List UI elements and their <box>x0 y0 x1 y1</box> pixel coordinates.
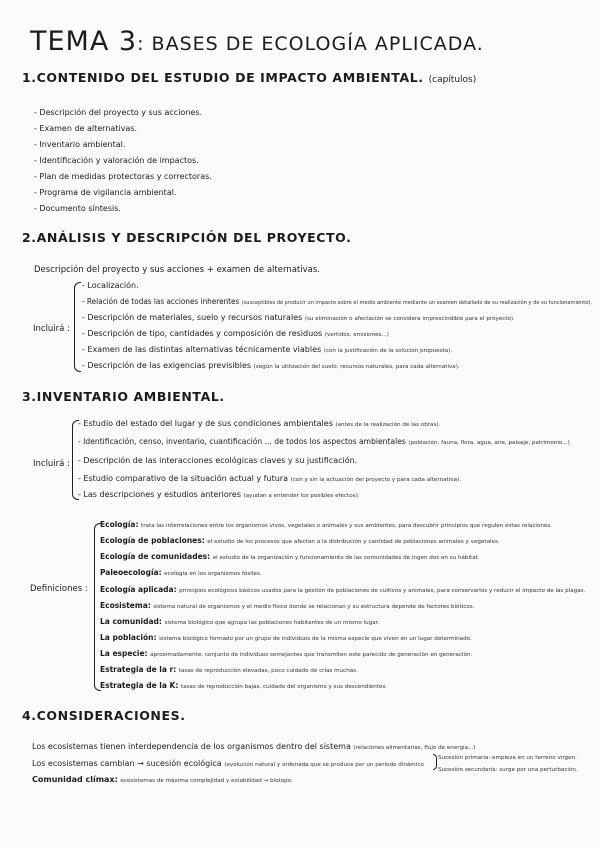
definition-text: sistema biológico que agrupa las poblaciones habitantes de un mismo lugar. <box>164 620 380 626</box>
definition-term: Ecología: <box>100 520 139 529</box>
item-main: - Identificación, censo, inventario, cuantificación ... de todos los aspectos ambientales <box>78 437 406 446</box>
list-item <box>82 297 592 306</box>
definition <box>100 552 480 561</box>
brace <box>74 282 81 372</box>
list-item: - Plan de medidas protectoras y correctoras. <box>34 172 212 181</box>
item-note: (con y sin la actuación del proyecto y para cada alternativa). <box>290 477 461 483</box>
item-main: - Estudio comparativo de la situación actual y futura <box>78 474 288 483</box>
definition <box>100 633 472 642</box>
page-title <box>30 26 484 57</box>
definition <box>100 585 585 594</box>
definition-text: el estudio de los procesos que afectan a la distribución y cantidad de poblaciones animales y vegetales. <box>207 539 500 545</box>
definitions-label: Definiciones : <box>30 584 88 594</box>
section-1-heading <box>22 70 476 85</box>
definition-term: Ecología de poblaciones: <box>100 536 205 545</box>
title-rest: : BASES DE ECOLOGÍA APLICADA. <box>137 33 484 55</box>
list-item <box>82 345 452 354</box>
definition-term: Ecología aplicada: <box>100 585 177 594</box>
list-item: - Inventario ambiental. <box>34 140 126 149</box>
definition-text: tasas de reproducción elevadas, poco cuidado de crías muchas. <box>178 668 358 674</box>
definition-term: Estrategia de la r: <box>100 665 177 674</box>
title-tema: TEMA 3 <box>30 26 138 57</box>
consideration-note: (relaciones alimentarias, flujo de energía...) <box>353 745 476 751</box>
definition <box>100 681 387 690</box>
definition <box>100 520 552 529</box>
definition-term: La población: <box>100 633 157 642</box>
definition-text: trata las interrelaciones entre los organismos vivos, vegetales o animales y sus ambientes, para descubrir principios que regulen estas relaciones. <box>141 523 553 529</box>
definition-term: La especie: <box>100 649 148 658</box>
item-main: - Las descripciones y estudios anteriores <box>78 490 241 499</box>
definition <box>100 601 474 610</box>
item-note: (antes de la realización de las obras). <box>335 422 441 428</box>
definition-text: sistema biológico formado por un grupo de individuos de la misma especie que viven en un lugar determinado. <box>159 636 472 642</box>
consideration-main: Los ecosistemas cambian → sucesión ecológica <box>32 759 222 768</box>
list-item: - Examen de alternativas. <box>34 124 138 133</box>
definition-text: principios ecológicos básicos usados para la gestión de poblaciones de cultivos y animales, para conservarlos y reducir el impacto de las plagas. <box>179 588 586 594</box>
consideration-line <box>32 759 424 768</box>
section-2-intro: Descripción del proyecto y sus acciones + examen de alternativas. <box>34 265 320 275</box>
definition-term: Paleoecología: <box>100 568 162 577</box>
list-item: - Identificación y valoración de impactos. <box>34 156 199 165</box>
item-note: (con la justificación de la solución propuesta). <box>323 348 453 354</box>
item-main: - Descripción de materiales, suelo y recursos naturales <box>82 313 303 322</box>
definition <box>100 649 472 658</box>
definition-term: Ecosistema: <box>100 601 151 610</box>
list-item <box>82 313 515 322</box>
section-1-note: (capítulos) <box>428 75 477 85</box>
definition-text: tasas de reproducción bajas, cuidado del organismo y sus descendientes. <box>180 684 388 690</box>
item-note: (su eliminación o afectación se considera imprescindible para el proyecto). <box>304 316 515 322</box>
consideration-note: (evolución natural y ordenada que se produce por un período dinámico <box>224 762 424 768</box>
list-item: - Descripción del proyecto y sus acciones. <box>34 108 203 117</box>
item-note: (ayudan a entender los posibles efectos). <box>243 493 360 499</box>
definition-term: La comunidad: <box>100 617 162 626</box>
item-note: (población, fauna, flora, agua, aire, paisaje, patrimonio...) <box>408 440 570 446</box>
definition <box>100 536 500 545</box>
branch-text: Sucesión primaria: empieza en un terreno virgen. <box>438 755 577 761</box>
section-3-heading: 3.INVENTARIO AMBIENTAL. <box>22 389 225 404</box>
branch-text: Sucesión secundaria: surge por una perturbación. <box>438 767 578 773</box>
item-note: (según la utilización del suelo, recursos naturales, para cada alternativa). <box>253 364 460 370</box>
brace <box>433 754 437 770</box>
succession-branch <box>438 764 578 773</box>
consideration-note: ecosistemas de máxima complejidad y estabilidad → biotopo. <box>120 778 293 784</box>
definition-term: Estrategia de la K: <box>100 681 179 690</box>
item-main: - Estudio del estado del lugar y de sus condiciones ambientales <box>78 419 333 428</box>
definition-term: Ecología de comunidades: <box>100 552 211 561</box>
definition <box>100 617 379 626</box>
consideration-line <box>32 775 293 784</box>
definition-text: ecología en los organismos fósiles. <box>164 571 262 577</box>
item-main: - Relación de todas las acciones inherentes <box>82 297 240 306</box>
item-note: (susceptibles de producir un impacto sobre el medio ambiente mediante un examen detallado de su realización y de su funcionamiento). <box>241 300 592 306</box>
list-item <box>78 474 461 483</box>
section-2-heading: 2.ANÁLISIS Y DESCRIPCIÓN DEL PROYECTO. <box>22 230 352 245</box>
list-item <box>78 490 360 499</box>
consideration-main: Los ecosistemas tienen interdependencia de los organismos dentro del sistema <box>32 742 351 751</box>
section-3-label: Incluirá : <box>33 459 70 469</box>
list-item: - Descripción de las interacciones ecológicas claves y su justificación. <box>78 456 358 465</box>
succession-branch <box>438 752 577 761</box>
list-item <box>82 329 389 338</box>
list-item: - Documento síntesis. <box>34 204 121 213</box>
definition <box>100 665 358 674</box>
list-item: - Programa de vigilancia ambiental. <box>34 188 177 197</box>
definition-text: aproximadamente, conjunto de individuos semejantes que transmiten este parecido de generación en generación. <box>150 652 473 658</box>
definition <box>100 568 262 577</box>
item-main: - Examen de las distintas alternativas técnicamente viables <box>82 345 322 354</box>
item-note: (vertidos, emisiones...) <box>324 332 389 338</box>
item-main: - Descripción de tipo, cantidades y composición de residuos <box>82 329 323 338</box>
definition-text: sistema natural de organismos y el medio físico donde se relacionan y su estructura depende de factores bióticos. <box>153 604 475 610</box>
consideration-main: Comunidad clímax: <box>32 775 118 784</box>
section-1-title: 1.CONTENIDO DEL ESTUDIO DE IMPACTO AMBIENTAL. <box>22 70 424 85</box>
list-item <box>78 437 570 446</box>
list-item: - Localización. <box>82 281 139 290</box>
consideration-line <box>32 742 476 751</box>
list-item <box>82 361 460 370</box>
section-4-heading: 4.CONSIDERACIONES. <box>22 708 186 723</box>
list-item <box>78 419 440 428</box>
item-main: - Descripción de las exigencias previsibles <box>82 361 252 370</box>
section-2-label: Incluirá : <box>33 324 70 334</box>
definition-text: el estudio de la organización y funcionamiento de las comunidades de ingen dos en su hábitat. <box>212 555 480 561</box>
